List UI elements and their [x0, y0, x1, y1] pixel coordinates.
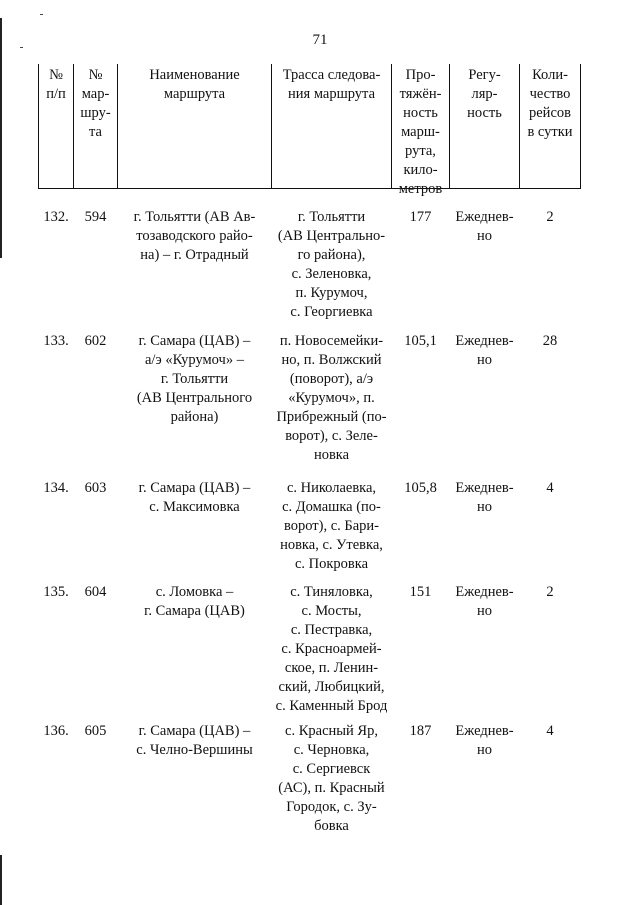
cell-trips: 4 — [546, 723, 554, 739]
cell-length: 177 — [409, 209, 432, 225]
cell-route-path: с. Тиняловка, с. Мосты, с. Пестравка, с. Красноармей- ское, п. Ленин- ский, Любицкий, с. Каменный Брод — [275, 584, 388, 714]
table-header — [38, 64, 581, 197]
cell-regularity: Ежеднев- но — [455, 209, 514, 244]
cell-route-path: г. Тольятти (АВ Центрально- го района), с. Зеленовка, п. Курумоч, с. Георгиевка — [277, 209, 386, 320]
cell-route-number: 603 — [84, 480, 107, 496]
column-header-regularity: Регу- ляр- ность — [467, 67, 502, 121]
cell-route-name: с. Ломовка – г. Самара (ЦАВ) — [144, 584, 245, 619]
cell-trips: 4 — [546, 480, 554, 496]
cell-route-name: г. Тольятти (АВ Ав- тозаводского райо- на) – г. Отрадный — [133, 209, 256, 263]
column-header-length: Про- тяжён- ность марш- рута, кило- метров — [398, 67, 443, 197]
cell-number: 136. — [43, 723, 69, 739]
column-header-trips: Коли- чество рейсов в сутки — [527, 67, 573, 140]
scan-edge-bottom — [0, 855, 2, 905]
cell-regularity: Ежеднев- но — [455, 480, 514, 515]
cell-route-number: 594 — [84, 209, 107, 225]
column-rule — [580, 64, 581, 189]
cell-route-name: г. Самара (ЦАВ) – а/э «Курумоч» – г. Тольятти (АВ Центрального района) — [136, 333, 253, 425]
cell-length: 105,1 — [404, 333, 437, 349]
column-header-route-name: Наименование маршрута — [149, 67, 240, 102]
cell-length: 105,8 — [404, 480, 437, 496]
cell-route-path: п. Новосемейки- но, п. Волжский (поворот), а/э «Курумоч», п. Прибрежный (по- ворот), с. Зеле- новка — [276, 333, 387, 463]
cell-regularity: Ежеднев- но — [455, 584, 514, 619]
cell-regularity: Ежеднев- но — [455, 333, 514, 368]
cell-regularity: Ежеднев- но — [455, 723, 514, 758]
cell-length: 187 — [409, 723, 432, 739]
scan-speck — [40, 14, 43, 15]
cell-route-name: г. Самара (ЦАВ) – с. Максимовка — [138, 480, 251, 515]
cell-route-path: с. Красный Яр, с. Черновка, с. Сергиевск (АС), п. Красный Городок, с. Зу- бовка — [278, 723, 385, 834]
cell-number: 134. — [43, 480, 69, 496]
header-bottom-rule — [38, 188, 581, 189]
cell-trips: 2 — [546, 209, 554, 225]
cell-trips: 2 — [546, 584, 554, 600]
cell-route-name: г. Самара (ЦАВ) – с. Челно-Вершины — [136, 723, 253, 758]
column-header-route-path: Трасса следова- ния маршрута — [282, 67, 381, 102]
cell-route-number: 604 — [84, 584, 107, 600]
column-header-route-number: № мар- шру- та — [80, 67, 111, 140]
cell-route-number: 605 — [84, 723, 107, 739]
cell-route-number: 602 — [84, 333, 107, 349]
cell-number: 135. — [43, 584, 69, 600]
column-header-number: № п/п — [46, 67, 66, 102]
cell-length: 151 — [409, 584, 432, 600]
cell-number: 133. — [43, 333, 69, 349]
cell-trips: 28 — [542, 333, 558, 349]
cell-number: 132. — [43, 209, 69, 225]
scan-edge-top — [0, 18, 2, 258]
cell-route-path: с. Николаевка, с. Домашка (по- ворот), с. Бари- новка, с. Утевка, с. Покровка — [280, 480, 383, 572]
page-number: 71 — [312, 32, 328, 48]
